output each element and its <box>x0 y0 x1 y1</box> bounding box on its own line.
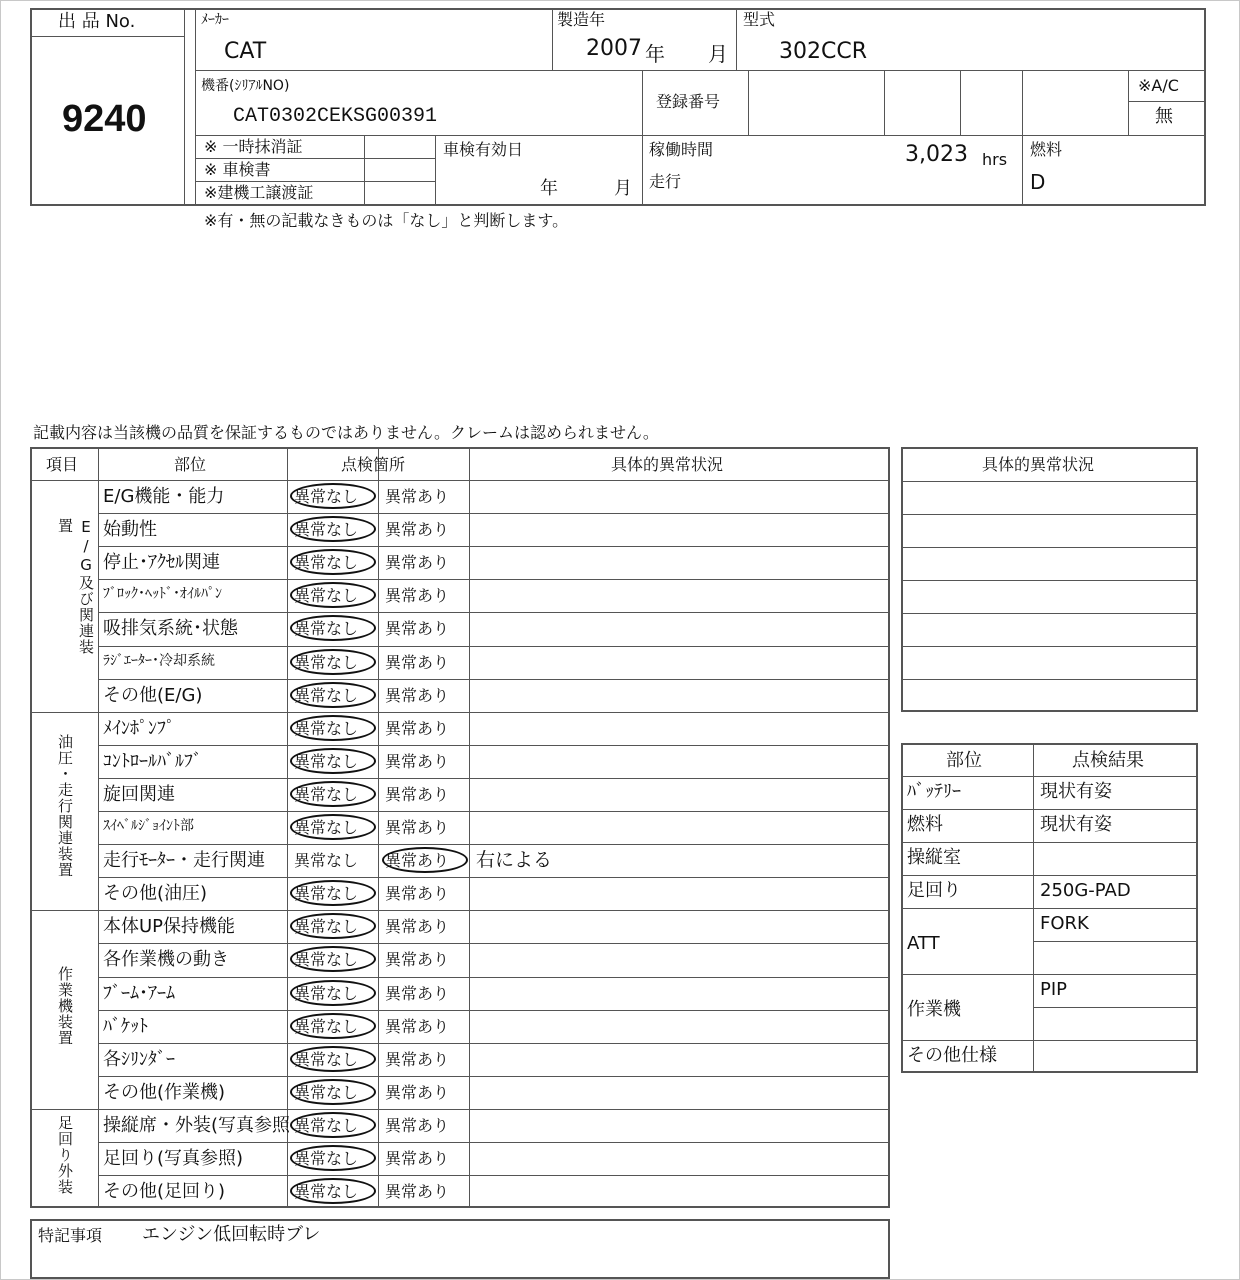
month-suffix: 月 <box>708 42 728 66</box>
inspection-month: 月 <box>614 178 632 199</box>
check-ok[interactable]: 異常なし <box>294 652 359 672</box>
check-ok[interactable]: 異常なし <box>294 520 359 540</box>
part-label: E/G機能・能力 <box>103 486 225 507</box>
row-divider <box>901 613 1198 614</box>
part-label: その他(足回り) <box>103 1181 226 1203</box>
selection-circle <box>290 781 376 807</box>
check-ng[interactable]: 異常あり <box>385 520 450 540</box>
divider <box>364 135 365 206</box>
part-label: ﾗｼﾞｴｰﾀｰ･冷却系統 <box>103 652 215 669</box>
check-ok[interactable]: 異常なし <box>294 983 359 1003</box>
travel-label: 走行 <box>649 172 682 191</box>
check-ok[interactable]: 異常なし <box>294 950 359 970</box>
lot-label: 出 品 No. <box>58 11 136 32</box>
check-ng[interactable]: 異常あり <box>385 1082 450 1102</box>
part-label: ﾌﾞﾛｯｸ･ﾍｯﾄﾞ･ｵｲﾙﾊﾟﾝ <box>103 586 222 603</box>
row-divider <box>901 547 1198 548</box>
hours-label: 稼働時間 <box>649 140 714 159</box>
row-divider <box>98 1076 890 1077</box>
check-ok[interactable]: 異常なし <box>294 718 359 738</box>
divider <box>184 8 185 206</box>
check-ng[interactable]: 異常あり <box>385 487 450 506</box>
row-divider <box>901 481 1198 482</box>
check-ok[interactable]: 異常なし <box>294 619 359 639</box>
check-ng[interactable]: 異常あり <box>385 1016 450 1036</box>
group-label-work: 作業機装置 <box>56 966 74 1046</box>
ac-label: ※A/C <box>1138 76 1179 95</box>
part-label: ｽｲﾍﾞﾙｼﾞｮｲﾝﾄ部 <box>103 818 194 834</box>
divider <box>552 8 553 70</box>
header-detail: 具体的異常状況 <box>611 455 724 474</box>
check-ng[interactable]: 異常あり <box>385 1049 450 1069</box>
doc1-label: ※ 一時抹消証 <box>204 137 303 156</box>
inspection-year: 年 <box>540 178 558 199</box>
divider <box>195 8 196 206</box>
row-divider <box>98 943 890 944</box>
selection-circle <box>290 1145 376 1171</box>
detail-text: 右による <box>476 849 553 872</box>
part-label: 走行ﾓｰﾀｰ・走行関連 <box>103 850 265 872</box>
selection-circle <box>290 1079 376 1105</box>
check-ok[interactable]: 異常なし <box>294 553 359 573</box>
row-divider <box>901 974 1198 975</box>
check-ok[interactable]: 異常なし <box>294 1016 359 1036</box>
check-ng[interactable]: 異常あり <box>385 1182 450 1202</box>
row-divider <box>30 480 890 481</box>
row-divider <box>98 877 890 878</box>
header-item: 項目 <box>46 455 79 474</box>
check-ok[interactable]: 異常なし <box>294 1115 359 1135</box>
row-divider <box>98 679 890 680</box>
check-ng[interactable]: 異常あり <box>385 619 450 639</box>
check-ok[interactable]: 異常なし <box>294 487 359 506</box>
part-label: 吸排気系統･状態 <box>103 618 238 640</box>
row-divider <box>901 842 1198 843</box>
selection-circle <box>290 483 376 509</box>
selection-circle <box>290 715 376 741</box>
divider <box>195 70 1206 71</box>
selection-circle <box>290 1046 376 1072</box>
divider <box>30 36 184 37</box>
row-divider <box>98 1142 890 1143</box>
row-divider <box>901 875 1198 876</box>
spec-value: 現状有姿 <box>1040 814 1112 835</box>
column-divider <box>378 447 379 1208</box>
row-divider <box>1033 941 1198 942</box>
row-divider <box>98 778 890 779</box>
part-label: ﾒｲﾝﾎﾟﾝﾌﾟ <box>103 717 175 739</box>
row-divider <box>1033 1007 1198 1008</box>
check-ok[interactable]: 異常なし <box>294 784 359 804</box>
check-ng[interactable]: 異常あり <box>385 718 450 738</box>
serial-label: 機番(ｼﾘｱﾙNO) <box>201 78 290 94</box>
part-label: 各ｼﾘﾝﾀﾞｰ <box>103 1048 175 1070</box>
divider <box>195 181 435 182</box>
part-label: 各作業機の動き <box>103 949 229 971</box>
row-divider <box>901 776 1198 777</box>
header-check: 点検箇所 <box>341 455 406 474</box>
spec-label: 作業機 <box>907 998 961 1020</box>
divider <box>748 70 749 135</box>
divider <box>195 135 1206 136</box>
lot-number: 9240 <box>62 98 147 140</box>
selection-circle <box>290 880 376 906</box>
part-label: ﾌﾞｰﾑ･ｱｰﾑ <box>103 982 175 1004</box>
group-divider <box>30 910 890 911</box>
selection-circle <box>290 814 376 840</box>
check-ng[interactable]: 異常あり <box>385 1149 450 1168</box>
divider <box>435 135 436 206</box>
part-label: ｺﾝﾄﾛｰﾙﾊﾞﾙﾌﾞ <box>103 750 202 772</box>
check-ng[interactable]: 異常あり <box>385 917 450 937</box>
model-label: 型式 <box>743 10 776 29</box>
row-divider <box>98 612 890 613</box>
divider <box>960 70 961 135</box>
serial-value: CAT0302CEKSG00391 <box>233 105 438 128</box>
part-label: その他(作業機) <box>103 1081 226 1103</box>
column-divider <box>98 447 99 1208</box>
selection-circle <box>290 980 376 1006</box>
spec-value: PIP <box>1040 979 1068 1000</box>
row-divider <box>98 579 890 580</box>
check-ng[interactable]: 異常あり <box>385 851 450 871</box>
check-ok[interactable]: 異常なし <box>294 1182 359 1202</box>
row-divider <box>901 646 1198 647</box>
spec-label: 操縦室 <box>907 847 961 868</box>
year-suffix: 年 <box>645 42 665 66</box>
column-divider <box>287 447 288 1208</box>
selection-circle <box>290 1112 376 1138</box>
check-ok[interactable]: 異常なし <box>294 884 359 904</box>
check-ok[interactable]: 異常なし <box>294 1049 359 1069</box>
check-ok[interactable]: 異常なし <box>294 685 359 705</box>
fuel-value: D <box>1030 170 1046 194</box>
fuel-label: 燃料 <box>1030 140 1063 159</box>
row-divider <box>901 908 1198 909</box>
selection-circle <box>290 748 376 774</box>
selection-circle <box>290 682 376 708</box>
row-divider <box>98 1010 890 1011</box>
spec-value: 現状有姿 <box>1040 781 1112 802</box>
selection-circle <box>290 549 376 575</box>
inspection-label: 車検有効日 <box>443 140 524 159</box>
selection-circle <box>290 1013 376 1039</box>
selection-circle <box>290 516 376 542</box>
check-ok[interactable]: 異常なし <box>294 1149 359 1168</box>
row-divider <box>901 580 1198 581</box>
check-ng[interactable]: 異常あり <box>385 1115 450 1135</box>
divider <box>642 70 643 206</box>
selection-circle <box>382 847 468 873</box>
part-label: 始動性 <box>103 519 157 541</box>
doc2-label: ※ 車検書 <box>204 160 271 179</box>
divider <box>884 70 885 135</box>
spec-label: ATT <box>907 932 940 954</box>
check-ng[interactable]: 異常あり <box>385 751 450 771</box>
check-ok[interactable]: 異常なし <box>294 818 359 837</box>
year-label: 製造年 <box>557 10 606 29</box>
maker-label: ﾒｰｶｰ <box>201 12 229 28</box>
check-ok[interactable]: 異常なし <box>294 751 359 771</box>
row-divider <box>901 1040 1198 1041</box>
spec-label: その他仕様 <box>907 1045 997 1066</box>
selection-circle <box>290 649 376 675</box>
row-divider <box>98 811 890 812</box>
doc3-label: ※建機工譲渡証 <box>204 183 314 202</box>
row-divider <box>98 646 890 647</box>
part-label: ﾊﾞｹｯﾄ <box>103 1015 148 1037</box>
divider <box>736 8 737 70</box>
check-ok[interactable]: 異常なし <box>294 917 359 937</box>
row-divider <box>98 977 890 978</box>
part-label: 足回り(写真参照) <box>103 1148 244 1169</box>
selection-circle <box>290 1178 376 1204</box>
spec-label: 足回り <box>907 880 961 901</box>
spec-value: FORK <box>1040 913 1089 934</box>
check-ok[interactable]: 異常なし <box>294 586 359 606</box>
row-divider <box>98 1043 890 1044</box>
check-ng[interactable]: 異常あり <box>385 652 450 672</box>
row-divider <box>98 1175 890 1176</box>
maker-value: CAT <box>224 39 267 64</box>
remarks-value: エンジン低回転時ブレ <box>142 1224 321 1245</box>
check-ok[interactable]: 異常なし <box>294 851 359 871</box>
check-ng[interactable]: 異常あり <box>385 884 450 904</box>
check-ng[interactable]: 異常あり <box>385 784 450 804</box>
group-label-undercarriage: 足回り外装 <box>56 1115 74 1195</box>
row-divider <box>98 745 890 746</box>
part-label: その他(E/G) <box>103 684 203 706</box>
divider <box>1128 70 1129 135</box>
check-ng[interactable]: 異常あり <box>385 685 450 705</box>
divider <box>195 158 435 159</box>
registration-label: 登録番号 <box>656 92 721 111</box>
header-part: 部位 <box>174 455 207 474</box>
header-note: ※有・無の記載なきものは「なし」と判断します。 <box>204 211 569 230</box>
part-label: 停止･ｱｸｾﾙ関連 <box>103 552 220 574</box>
spec-value: 250G-PAD <box>1040 880 1131 901</box>
check-ng[interactable]: 異常あり <box>385 586 450 606</box>
part-label: 旋回関連 <box>103 783 175 805</box>
ac-value: 無 <box>1155 106 1173 127</box>
spec-header-part: 部位 <box>946 750 982 771</box>
row-divider <box>901 679 1198 680</box>
group-label-engine: E/G及び関連装置 <box>56 518 95 655</box>
row-divider <box>98 546 890 547</box>
remarks-label: 特記事項 <box>38 1226 103 1245</box>
hours-value: 3,023 <box>905 142 968 167</box>
check-ng[interactable]: 異常あり <box>385 818 450 837</box>
group-label-hydraulic: 油圧・走行関連装置 <box>56 734 74 878</box>
check-ng[interactable]: 異常あり <box>385 553 450 573</box>
group-divider <box>30 712 890 713</box>
part-label: 本体UP保持機能 <box>103 916 236 938</box>
row-divider <box>98 513 890 514</box>
part-label: その他(油圧) <box>103 883 208 905</box>
row-divider <box>901 514 1198 515</box>
part-label: 操縦席・外装(写真参照 <box>103 1114 291 1136</box>
column-divider <box>469 447 470 1208</box>
check-ok[interactable]: 異常なし <box>294 1082 359 1102</box>
spec-label: ﾊﾞｯﾃﾘｰ <box>907 781 961 802</box>
check-ng[interactable]: 異常あり <box>385 950 450 970</box>
row-divider <box>98 844 890 845</box>
divider <box>1128 101 1206 102</box>
year-value: 2007 <box>586 36 642 61</box>
model-value: 302CCR <box>779 39 867 64</box>
divider <box>1022 70 1023 206</box>
row-divider <box>901 809 1198 810</box>
spec-label: 燃料 <box>907 814 943 835</box>
group-divider <box>30 1109 890 1110</box>
side-detail-header: 具体的異常状況 <box>982 455 1095 474</box>
disclaimer: 記載内容は当該機の品質を保証するものではありません。クレームは認められません。 <box>33 423 659 442</box>
spec-header-result: 点検結果 <box>1072 750 1144 771</box>
hours-unit: hrs <box>982 150 1008 169</box>
check-ng[interactable]: 異常あり <box>385 983 450 1003</box>
